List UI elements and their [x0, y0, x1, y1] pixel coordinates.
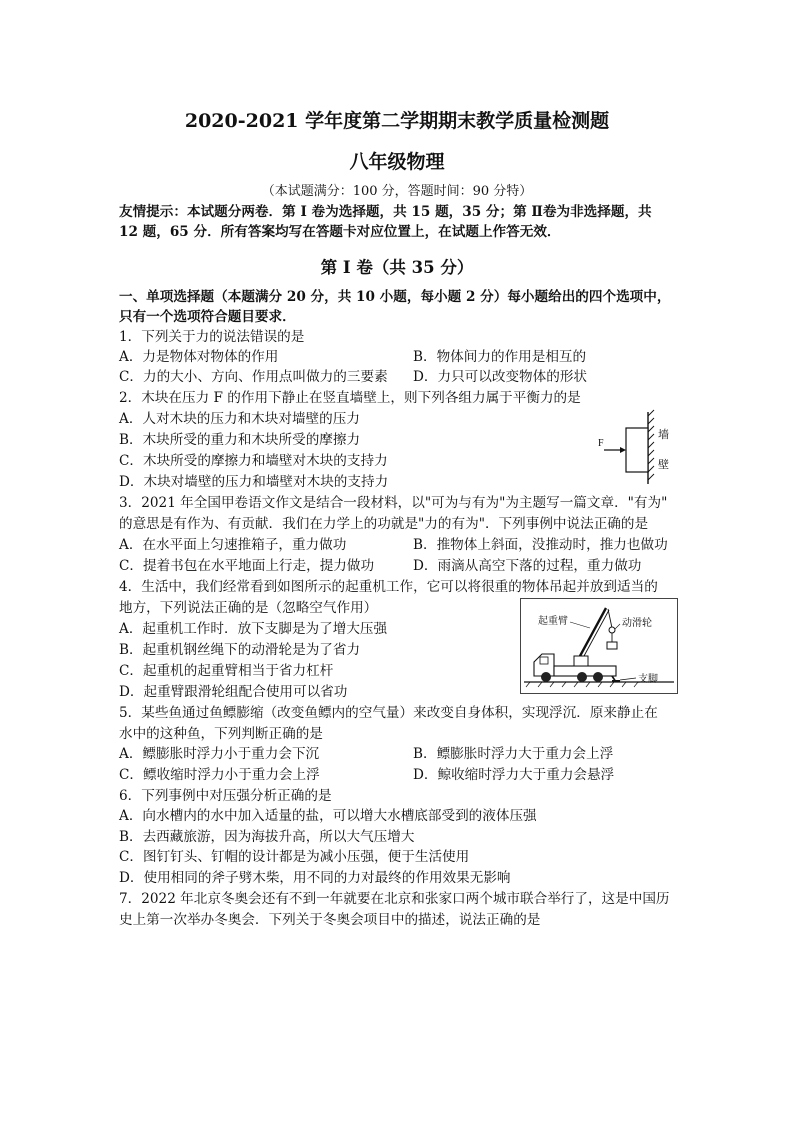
- q2-option-d: D．木块对墙壁的压力和墙壁对木块的支持力: [119, 474, 389, 490]
- q2-option-a: A．人对木块的压力和木块对墙壁的压力: [119, 411, 360, 427]
- q3-stem-line-1: 3．2021 年全国甲卷语文作文是结合一段材料，以"可为与有为"为主题写一篇文章．"有为": [119, 495, 668, 511]
- force-label: F: [598, 438, 604, 449]
- exam-title: 2020-2021 学年度第二学期期末教学质量检测题: [184, 110, 610, 132]
- q2-option-c: C．木块所受的摩擦力和墙壁对木块的支持力: [119, 453, 388, 469]
- q6-option-a: A．向水槽内的水中加入适量的盐，可以增大水槽底部受到的液体压强: [119, 808, 537, 824]
- support-leg-label: 支脚: [638, 674, 658, 685]
- part-heading-line-1: 一、单项选择题（本题满分 20 分，共 10 小题，每小题 2 分）每小题给出的四个选项中，: [119, 289, 671, 305]
- q1-option-a: A．力是物体对物体的作用: [119, 349, 279, 365]
- q5-option-d: D．鲸收缩时浮力大于重力会悬浮: [413, 767, 615, 783]
- crane-arm-label: 起重臂: [538, 616, 568, 627]
- q4-option-a: A．起重机工作时．放下支脚是为了增大压强: [119, 621, 388, 637]
- q6-stem: 6．下列事例中对压强分析正确的是: [119, 788, 332, 804]
- tip-line-2: 12 题，65 分．所有答案均写在答题卡对应位置上，在试题上作答无效．: [119, 224, 561, 240]
- part-heading-line-2: 只有一个选项符合题目要求．: [119, 309, 296, 325]
- q5-stem-line-2: 水中的这种鱼，下列判断正确的是: [119, 726, 323, 742]
- q3-option-a: A．在水平面上匀速推箱子，重力做功: [119, 537, 347, 553]
- q5-option-b: B．鳔膨胀时浮力大于重力会上浮: [413, 746, 614, 762]
- exam-subject: 八年级物理: [349, 151, 445, 173]
- q4-option-b: B．起重机钢丝绳下的动滑轮是为了省力: [119, 642, 361, 658]
- q7-stem-line-2: 史上第一次举办冬奥会．下列关于冬奥会项目中的描述，说法正确的是: [119, 912, 541, 928]
- q3-option-b: B．推物体上斜面，没推动时，推力也做功: [413, 537, 668, 553]
- q1-option-d: D．力只可以改变物体的形状: [413, 369, 588, 385]
- q1-stem: 1．下列关于力的说法错误的是: [119, 329, 305, 345]
- wall-label-1: 墙: [658, 428, 669, 441]
- q1-option-c: C．力的大小、方向、作用点叫做力的三要素: [119, 369, 388, 385]
- q3-option-c: C．提着书包在水平地面上行走，提力做功: [119, 558, 375, 574]
- q3-option-d: D．雨滴从高空下落的过程，重力做功: [413, 558, 642, 574]
- q6-option-d: D．使用相同的斧子劈木柴，用不同的力对最终的作用效果无影响: [119, 870, 511, 886]
- moving-pulley-label: 动滑轮: [622, 618, 652, 629]
- q5-option-c: C．鳔收缩时浮力小于重力会上浮: [119, 767, 320, 783]
- q6-option-b: B．去西藏旅游，因为海拔升高，所以大气压增大: [119, 829, 415, 845]
- q3-stem-line-2: 的意思是有作为、有贡献．我们在力学上的功就是"力的有为"．下列事例中说法正确的是: [119, 516, 649, 532]
- q4-option-c: C．起重机的起重臂相当于省力杠杆: [119, 663, 334, 679]
- q6-option-c: C．图钉钉头、钉帽的设计都是为减小压强，便于生活使用: [119, 849, 470, 865]
- q4-stem-line-2: 地方，下列说法正确的是（忽略空气作用）: [119, 600, 378, 616]
- section-title: 第 I 卷（共 35 分）: [320, 258, 474, 277]
- exam-info: （本试题满分：100 分，答题时间：90 分特）: [261, 184, 533, 199]
- wall-label-2: 壁: [658, 458, 669, 471]
- q5-option-a: A．鳔膨胀时浮力小于重力会下沉: [119, 746, 320, 762]
- wall-block-figure: [590, 408, 680, 488]
- q7-stem-line-1: 7．2022 年北京冬奥会还有不到一年就要在北京和张家口两个城市联合举行了，这是中国历: [119, 891, 670, 907]
- q1-option-b: B．物体间力的作用是相互的: [413, 349, 587, 365]
- q2-option-b: B．木块所受的重力和木块所受的摩擦力: [119, 432, 361, 448]
- q4-option-d: D．起重臂跟滑轮组配合使用可以省功: [119, 684, 348, 700]
- crane-figure: [520, 598, 678, 694]
- q4-stem-line-1: 4．生活中，我们经常看到如图所示的起重机工作，它可以将很重的物体吊起并放到适当的: [119, 579, 658, 595]
- tip-line-1: 友情提示：本试题分两卷．第 I 卷为选择题，共 15 题，35 分；第 Ⅱ卷为非选择题，共: [119, 204, 652, 220]
- q5-stem-line-1: 5．某些鱼通过鱼鳔膨缩（改变鱼鳔内的空气量）来改变自身体积，实现浮沉．原来静止在: [119, 705, 658, 721]
- q2-stem: 2．木块在压力 F 的作用下静止在竖直墙壁上，则下列各组力属于平衡力的是: [119, 390, 581, 406]
